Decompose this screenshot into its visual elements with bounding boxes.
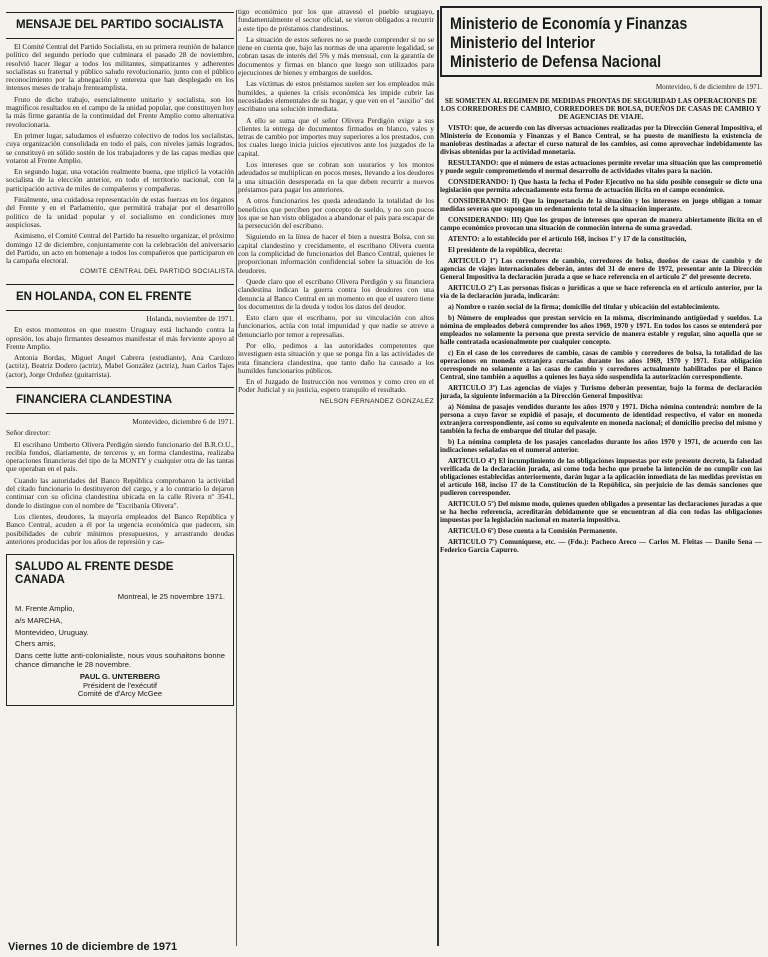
saludo-signature-name: PAUL G. UNTERBERG [79, 671, 161, 681]
saludo-address-line: Montevideo, Uruguay. [15, 627, 89, 637]
holanda-paragraph: Antonia Bordas, Miguel Angel Cabrera (estudiante), Ana Cardozo (actriz), Beatriz Dodero (actriz), Mabel González (actriz), Juan Carlos Tajes (actor), Jorge Ordoñez (guitarrista). [6, 353, 234, 379]
saludo-box [6, 554, 234, 706]
saludo-address-line: M. Frente Amplio, [15, 603, 75, 613]
decree-paragraph: b) La nómina completa de los pasajes cancelados durante los años 1970 y 1971, de acuerdo con las indicaciones señaladas en el numeral anterior. [440, 438, 762, 454]
middle-paragraph: Quede claro que el escribano Olivera Perdigón y su financiera clandestina indican la guerra contra los deudores con una denuncia al Banco Central en un momento en que el usurero tiene los documentos de la deuda y todos los datos del deudor. [238, 276, 434, 311]
financiera-date: Montevideo, diciembre 6 de 1971. [132, 417, 234, 426]
mensaje-paragraph: En primer lugar, saludamos el esfuerzo colectivo de todos los socialistas, cuya organización consolidada en todo el país, con niveles jamás logrados, se constituyó en sólido sostén de los trabajadores y de las capas medias que votaron al Frente Amplio. [6, 130, 234, 165]
divider [6, 310, 234, 311]
middle-paragraph: Siguiendo en la línea de hacer el bien a nuestra Bolsa, con su capital clandestino y crecidamente, el escribano Olivera cuenta con la complicidad de funcionarios del Banco Central, quienes le proporcionan información confidencial sobre la situación de los deudores. [238, 232, 434, 275]
mensaje-paragraph: Finalmente, una cuidadosa representación de estas fuerzas en los órganos del Frente y en el Parlamento, que permitirá trabajar por el desarrollo político de la unidad popular y el socialismo en condiciones muy auspiciosas. [6, 195, 234, 229]
mensaje-signature: COMITE CENTRAL DEL PARTIDO SOCIALISTA [79, 268, 234, 276]
financiera-paragraph: El escribano Umberto Olivera Perdigón siendo funcionario del B.R.O.U., recibía fondos, diariamente, de terceros y, en forma clandestina, realizaba operaciones financieras del tipo de la MONTY y cualquier otra de las tantas que operaban en el país. [6, 439, 234, 474]
saludo-date: Montreal, le 25 novembre 1971. [117, 592, 225, 602]
holanda-paragraph: En estos momentos en que nuestro Uruguay está luchando contra la opresión, los abajo firmantes deseamos manifestar el más ferviente apoyo al Frente Amplio. [6, 325, 234, 351]
mensaje-paragraph: El Comité Central del Partido Socialista, en su primera reunión de balance político del segundo período que culminara el pasado 28 de noviembre, resolvió hacer llegar a todos los militantes, simpatizantes y adherentes socialistas su fraternal y público saludo revolucionario, junto con el público reconocimiento por la abnegación y entereza que han desplegado en los intensos meses de trabajo frenteamplista. [6, 42, 234, 93]
middle-column [238, 8, 434, 954]
financiera-title: FINANCIERA CLANDESTINA [16, 394, 173, 406]
decree-paragraph: c) En el caso de los corredores de cambio, casas de cambio y corredores de bolsa, la totalidad de las operaciones en moneda extranjera cursadas durante los años 1969, 1970 y 1971. Esta obligación corresponde no solamente a las casas de cambio y corredores actualmente habilitados por el Banco Central, sino también a aquellos a quienes les haya sido suspendida la autorización correspondiente. [440, 349, 762, 381]
decree-paragraph: ARTICULO 3º) Las agencias de viajes y Turismo deberán presentar, bajo la forma de declaración jurada, la siguiente información a la Dirección General Impositiva: [440, 384, 762, 400]
mensaje-paragraph: Asimismo, el Comité Central del Partido ha resuelto organizar, el próximo domingo 12 de diciembre, conjuntamente con la celebración del aniversario del Partido, un acto en homenaje a todos los compañeros que participaron en la campaña electoral. [6, 231, 234, 266]
mensaje-paragraph: Fruto de dicho trabajo, esencialmente unitario y socialista, son los magníficos resultados en el campo de la unidad popular, que constituyen hoy la más firme garantía de la continuidad del Frente Amplio como alternativa revolucionaria. [6, 94, 234, 129]
ministry-economia: Ministerio de Economía y Finanzas [450, 14, 688, 33]
middle-paragraph: La situación de estos señores no se puede comprender si no se tiene en cuenta que, bajo las normas de una aparente legalidad, se cobran tasas de interés del 5% y más mensual, con la garantía de documentos y firmas en blanco que luego son utilizados para ejecuciones de bienes y embargos de sueldos. [238, 34, 434, 78]
financiera-paragraph: Los clientes, deudores, la mayoría empleados del Banco República y Banco Central, acuden a él por la urgencia económica que padecen, sin posibilidades de cubrir mínimos presupuestos, y arrastrando deudas anteriores producidas por los años de represión y cas- [6, 511, 234, 546]
divider [6, 38, 234, 39]
mensaje-paragraph: En segundo lugar, una votación realmente buena, que triplicó la votación socialista de la elección anterior, en todo el territorio nacional, con la participación activa de miles de compañeros y compañeras. [6, 167, 234, 193]
saludo-address-line: a/s MARCHA, [15, 615, 63, 625]
ministry-defensa: Ministerio de Defensa Nacional [450, 52, 662, 71]
decree-paragraph: a) Nombre o razón social de la firma; domicilio del titular y ubicación del establecimiento. [448, 303, 720, 311]
saludo-signature-role: Président de l'exécutif [82, 680, 158, 690]
divider [6, 413, 234, 414]
decree-paragraph: RESULTANDO: que el número de estas actuaciones permite revelar una situación que las comprometió y puede seguir comprometiendo el normal desarrollo de actividades vitales para la nación. [440, 159, 762, 175]
footer-date: Viernes 10 de diciembre de 1971 [8, 941, 178, 953]
middle-paragraph: Esto claro que el escribano, por su vinculación con altos funcionarios, actúa con total impunidad y que nadie se atreve a denunciarlo por temor a represalias. [238, 313, 434, 339]
middle-paragraph: A ello se suma que el señor Olivera Perdigón exige a sus clientes la entrega de documentos firmados en blanco, vales y letras de cambio por importes muy superiores a los prestados, con los cuales luego inicia juicios ejecutivos ante los juzgados de la capital. [238, 115, 434, 158]
middle-paragraph: tigo económico por los que atravesó el pueblo uruguayo, fundamentalmente el sector oficial, se vieron obligados a recurrir a este tipo de préstamos clandestinos. [238, 8, 434, 33]
decree-paragraph: ARTICULO 6º) Dese cuenta a la Comisión Permanente. [448, 527, 618, 535]
saludo-greeting: Chers amis, [15, 639, 56, 649]
decree-paragraph: ARTICULO 7º) Comuníquese, etc. — (Fdo.): Pacheco Areco — Carlos M. Fleitas — Danilo Sena — Federico García Capurro. [440, 538, 762, 554]
middle-paragraph: Los intereses que se cobran son usurarios y los montos adeudados se multiplican en pocos meses, llevando a los deudores a una situación desesperada en la que deben recurrir a nuevos préstamos para pagar los anteriores. [238, 160, 434, 194]
financiera-salute: Señor director: [6, 428, 51, 438]
decree-paragraph: CONSIDERANDO: I) Que hasta la fecha el Poder Ejecutivo no ha sido posible conseguir se dicte una legislación que permita adecuadamente esta forma de actuación ilícita en el campo económico. [440, 178, 762, 194]
financiera-paragraph: Cuando las autoridades del Banco República comprobaron la actividad del citado funcionario lo destituyeron del cargo, y a lo contrario lo dejaron continuar con su oficina clandestina ubicada en la calle Rivera nº 3541, donde lo distingue con el nombre de "Escribanía Olivera". [6, 475, 234, 510]
decree-paragraph: ARTICULO 4º) El incumplimiento de las obligaciones impuestas por este presente decreto, la falsedad verificada de la declaración jurada, así como toda hecho que pruebe la intención de no cumplir con las obligaciones establecidas anteriormente, darán lugar a la aplicación inmediata de las medidas previstas en el artículo 168, inciso 17 de la Constitución de la República, sin perjuicio de las demás sanciones que pudieren corresponder. [440, 457, 762, 497]
saludo-text: Dans cette lutte anti-colonialiste, nous vous souhaitons bonne chance dimanche le 28 novembre. [15, 651, 225, 669]
decree-paragraph: b) Número de empleados que prestan servicio en la misma, discriminando antigüedad y sueldos. La nómina de empleados deberá comprender los años 1969, 1970 y 1971. En todos los casos se entenderá por empleados no solamente la persona que presta servicio de manera estable y regular, sino aquella que se halle contratada ocasionalmente por cualquier concepto. [440, 314, 762, 346]
holanda-title: EN HOLANDA, CON EL FRENTE [16, 290, 192, 303]
middle-paragraph: En el Juzgado de Instrucción nos veremos y como creo en el Poder Judicial y su justicia, espero tranquilo el resultado. [238, 377, 434, 395]
column-rule [236, 10, 237, 946]
saludo-title: SALUDO AL FRENTE DESDE CANADA [15, 561, 174, 587]
divider [6, 12, 234, 13]
decree-date: Montevideo, 6 de diciembre de 1971. [655, 83, 762, 91]
decree-paragraph: ARTICULO 1º) Los corredores de cambio, corredores de bolsa, dueños de casas de cambio y de agencias de viajes internacionales deberán, antes del 31 de enero de 1972, presentar ante la Dirección General Impositiva la declaración jurada a que se hace referencia en el artículo 2º del presente decreto. [440, 257, 762, 281]
holanda-date: Holanda, noviembre de 1971. [146, 313, 234, 323]
decree-paragraph: CONSIDERANDO: III) Que los grupos de intereses que operan de manera abiertamente ilícita en el campo económico provocan una situación de conmoción interna de suma gravedad. [440, 216, 762, 232]
left-column [6, 8, 234, 954]
middle-paragraph: Por ello, pedimos a las autoridades competentes que investiguen esta situación y que se ponga fin a las actividades de esta financiera clandestina, que tanto daño ha causado a los humildes funcionarios públicos. [238, 340, 434, 375]
ministry-interior: Ministerio del Interior [450, 33, 596, 52]
middle-signature: NELSON FERNANDEZ GONZALEZ [319, 397, 434, 405]
mensaje-title: MENSAJE DEL PARTIDO SOCIALISTA [16, 19, 224, 31]
decree-paragraph: El presidente de la república, decreta: [448, 246, 563, 254]
middle-paragraph: A otros funcionarios les queda adeudando la totalidad de los beneficios que perciben por concepto de sueldo, y no son pocos los que se han visto obligados a abandonar el país para escapar de la persecución del escribano. [238, 196, 434, 231]
right-column [440, 6, 762, 954]
decree-paragraph: VISTO: que, de acuerdo con las diversas actuaciones realizadas por la Dirección General Impositiva, el Ministerio de Economía y Finanzas y el Banco Central, se ha puesto de manifiesto la existencia de maniobras destinadas a afectar el curso natural de los cambios, así como aprovechar indebidamente las divisas obtenidas por la actividad monetaria. [440, 124, 762, 156]
decree-paragraph: ARTICULO 5º) Del mismo modo, quienes queden obligados a presentar las declaraciones juradas a que se ha hecho referencia, acreditarán debidamente que se encuentran al día con todas las obligaciones impuestas por la legislación nacional en materia impositiva. [440, 500, 762, 524]
divider [6, 387, 234, 388]
decree-paragraph: ARTICULO 2º) Las personas físicas o jurídicas a que se hace referencia en el artículo anterior, por la vía de la declaración jurada, indicarán: [440, 284, 762, 300]
middle-paragraph: Las víctimas de estos préstamos suelen ser los empleados más humildes, a quienes la crisis económica les impide cubrir las necesidades elementales de su hogar, y que ven en el "auxilio" del escribano una solución inmediata. [238, 79, 434, 114]
decree-paragraph: a) Nómina de pasajes vendidos durante los años 1970 y 1971. Dicha nómina contendrá: nombre de la persona a cuyo favor se expidió el pasaje, el documento de identidad respectivo, el valor en moneda extranjera correspondiente, así como su equivalente en moneda nacional; el domicilio preciso del mismo y también la fecha de embarque del titular del pasaje. [440, 403, 762, 435]
column-rule [437, 10, 439, 946]
divider [6, 284, 234, 285]
decree-paragraph: CONSIDERANDO: II) Que la importancia de la situación y los intereses en juego obligan a tomar medidas severas que supongan un ordenamiento total de la situación imperante. [440, 197, 762, 213]
decree-paragraph: ATENTO: a lo establecido por el artículo 168, incisos 1º y 17 de la constitución, [448, 235, 687, 243]
saludo-signature-org: Comité de d'Arcy McGee [77, 689, 163, 699]
decree-headline: SE SOMETEN AL REGIMEN DE MEDIDAS PRONTAS DE SEGURIDAD LAS OPERACIONES DE LOS CORREDORES DE CAMBIO, CORREDORES DE BOLSA, DUEÑOS DE CASAS DE CAMBIO Y DE AGENCIAS DE VIAJE. [440, 97, 762, 121]
ministries-header [440, 6, 762, 77]
